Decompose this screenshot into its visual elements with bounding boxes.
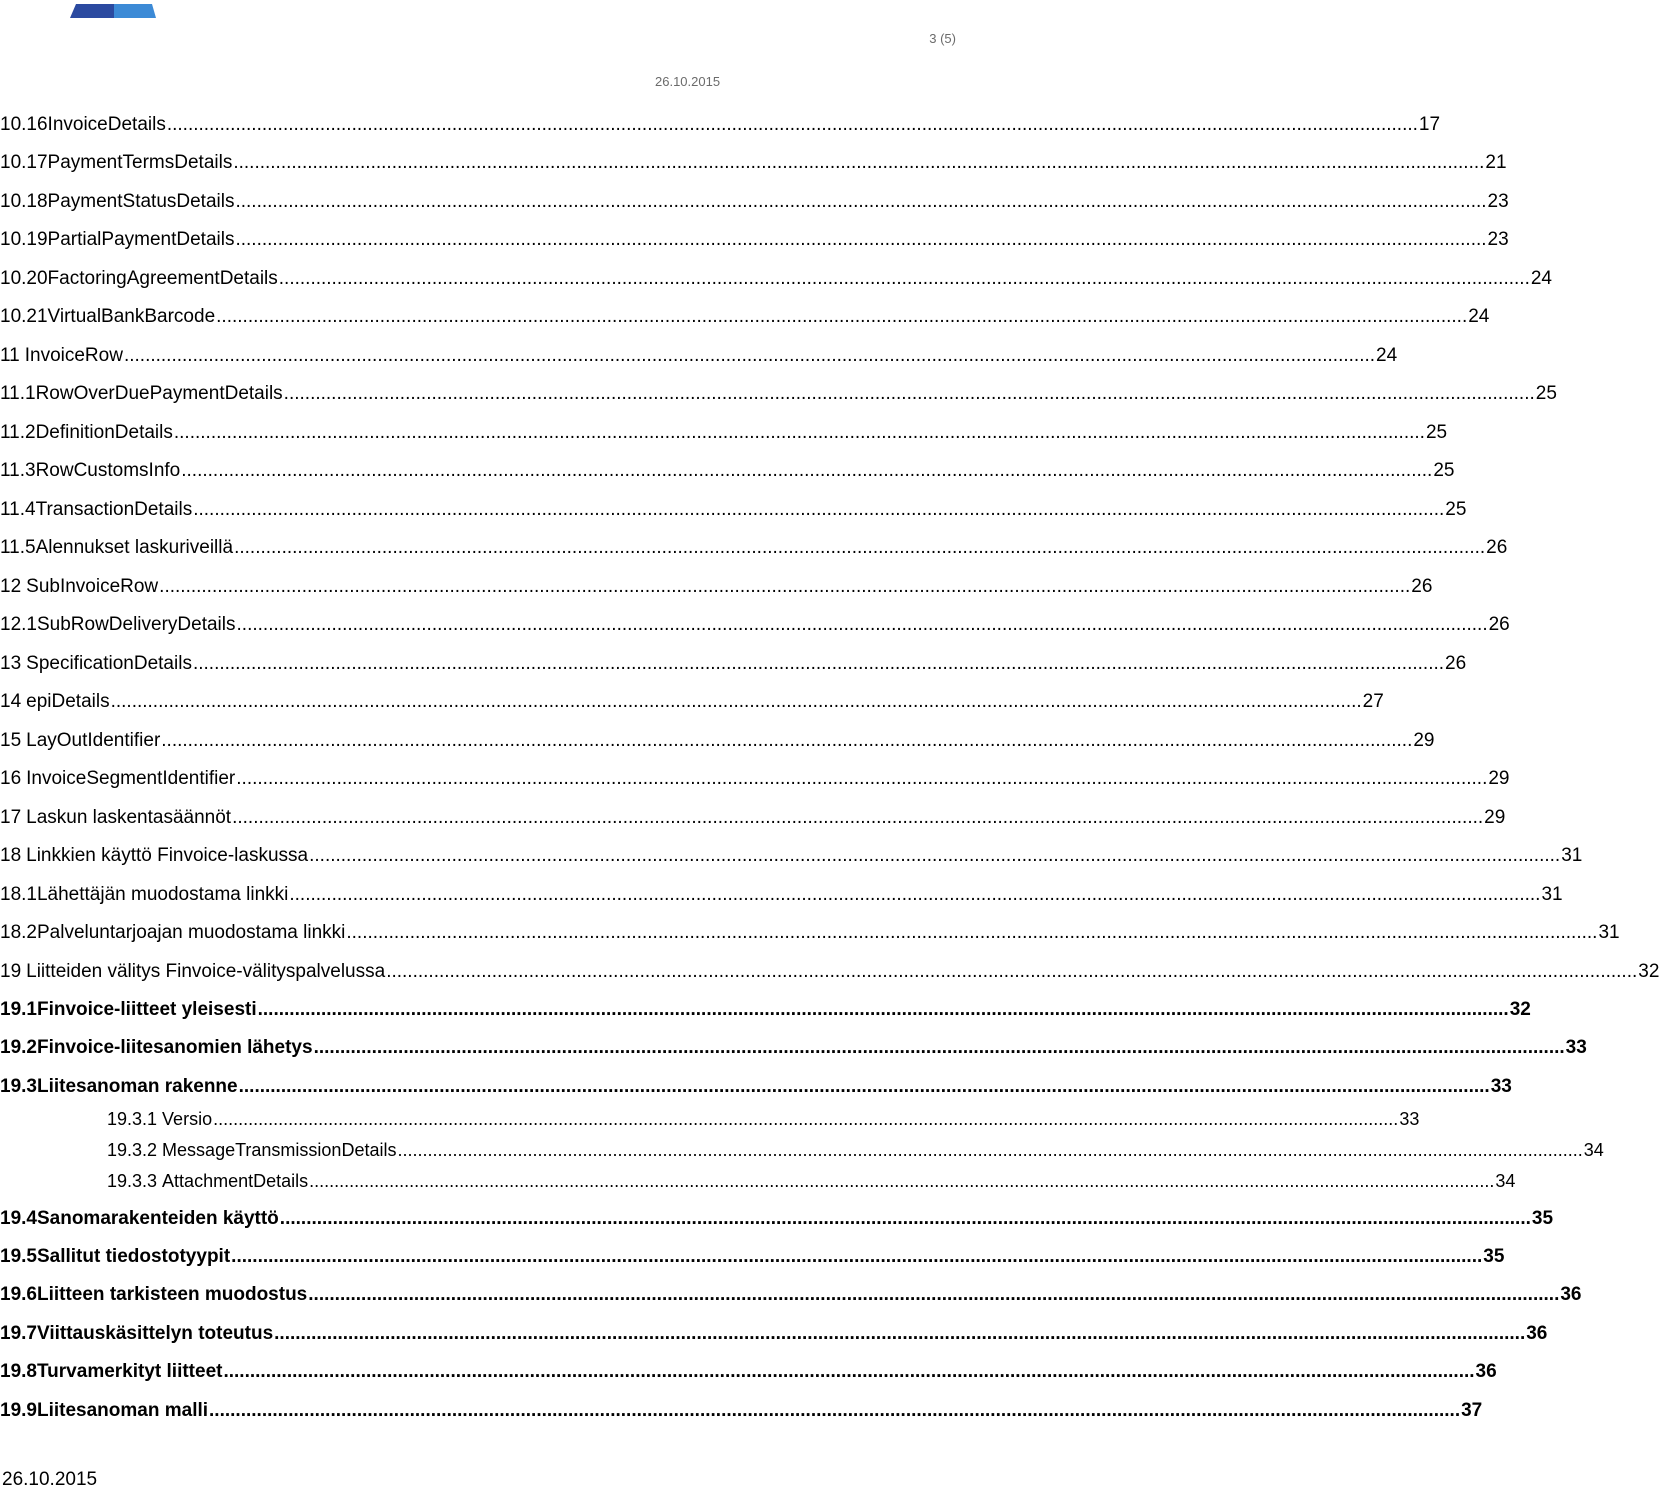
toc-entry-number: 10.16 [0,114,48,135]
toc-entry[interactable] [0,1075,1512,1099]
toc-entry[interactable] [0,267,1552,291]
toc-dot-leader [280,1207,1531,1231]
toc-entry-number: 19.7 [0,1323,37,1344]
toc-entry-title: InvoiceRow [24,345,123,366]
toc-entry-page: 29 [1488,768,1510,789]
toc-entry-number: 11.2 [0,422,36,443]
toc-entry-page: 21 [1485,152,1507,173]
toc-entry-title: TransactionDetails [35,499,193,520]
toc-entry-title: Finvoice-liitesanomien lähetys [36,1037,313,1058]
toc-entry-page: 24 [1468,306,1490,327]
toc-entry[interactable] [0,844,1583,868]
toc-entry-page: 23 [1487,229,1509,250]
toc-entry-number: 19.4 [0,1208,37,1229]
toc-entry[interactable] [0,767,1510,791]
toc-dot-leader [161,729,1412,753]
toc-entry-title: LayOutIdentifier [26,730,161,751]
toc-entry[interactable] [0,190,1509,214]
toc-entry-title: Lähettäjän muodostama linkki [36,884,289,905]
toc-entry-title: InvoiceDetails [47,114,166,135]
toc-dot-leader [279,267,1530,291]
toc-dot-leader [174,421,1425,445]
toc-dot-leader [231,1245,1482,1269]
toc-entry-number: 19.3.1 [107,1109,158,1129]
toc-dot-leader [159,575,1410,599]
toc-entry-title: VirtualBankBarcode [47,306,216,327]
toc-entry-title: FactoringAgreementDetails [47,268,278,289]
toc-dot-leader [223,1360,1474,1384]
toc-dot-leader [193,652,1444,676]
toc-dot-leader [397,1138,1582,1162]
toc-entry-number: 19 [0,961,22,982]
toc-entry-number: 15 [0,730,22,751]
toc-entry-number: 19.3 [0,1076,37,1097]
toc-entry-number: 11.5 [0,537,36,558]
toc-entry-page: 32 [1638,961,1659,982]
toc-entry-number: 19.8 [0,1361,37,1382]
toc-dot-leader [193,498,1444,522]
toc-entry-title: Sanomarakenteiden käyttö [36,1208,279,1229]
toc-entry-number: 11.4 [0,499,36,520]
toc-entry-page: 25 [1535,383,1557,404]
toc-dot-leader [284,382,1535,406]
toc-entry-page: 24 [1376,345,1398,366]
toc-entry-title: SpecificationDetails [26,653,192,674]
toc-dot-leader [232,806,1483,830]
toc-entry-page: 34 [1583,1140,1604,1160]
toc-entry-title: Liitesanoman malli [36,1400,209,1421]
toc-entry-page: 35 [1531,1208,1554,1229]
toc-entry[interactable] [0,382,1557,406]
toc-entry-page: 25 [1445,499,1467,520]
toc-entry-title: PaymentStatusDetails [47,191,235,212]
toc-entry[interactable] [0,729,1435,753]
toc-entry-title: Liitesanoman rakenne [36,1076,238,1097]
toc-dot-leader [234,536,1485,560]
toc-entry-page: 33 [1565,1037,1587,1058]
toc-entry-page: 29 [1413,730,1435,751]
toc-entry[interactable] [0,690,1384,714]
toc-entry-page: 26 [1486,537,1508,558]
toc-entry[interactable] [0,1245,1505,1269]
toc-entry-number: 19.5 [0,1246,37,1267]
toc-entry-page: 31 [1561,845,1583,866]
toc-entry-page: 36 [1475,1361,1497,1382]
toc-entry-title: RowOverDuePaymentDetails [35,383,283,404]
toc-entry-number: 13 [0,653,22,674]
toc-entry-page: 36 [1526,1323,1548,1344]
toc-entry-title: Alennukset laskuriveillä [35,537,234,558]
toc-entry-title: Liitteen tarkisteen muodostus [36,1284,308,1305]
toc-entry-page: 23 [1487,191,1509,212]
toc-entry[interactable] [0,960,1659,984]
toc-entry-title: Finvoice-liitteet yleisesti [36,999,257,1020]
toc-entry-page: 26 [1488,614,1510,635]
toc-entry-title: Sallitut tiedostotyypit [36,1246,231,1267]
toc-entry-title: MessageTransmissionDetails [162,1140,397,1160]
toc-entry-number: 19.2 [0,1037,37,1058]
toc-entry[interactable] [0,1107,1420,1131]
toc-entry-page: 31 [1598,922,1620,943]
toc-entry-number: 17 [0,807,22,828]
toc-entry-number: 19.1 [0,999,37,1020]
toc-entry-page: 26 [1411,576,1433,597]
toc-entry-number: 19.3.2 [107,1140,158,1160]
header-date: 26.10.2015 [655,74,721,89]
toc-entry-page: 29 [1484,807,1506,828]
toc-entry-page: 33 [1399,1109,1420,1129]
toc-entry-number: 11 [0,345,20,366]
toc-dot-leader [289,883,1540,907]
toc-entry-title: Linkkien käyttö Finvoice-laskussa [26,845,309,866]
toc-entry[interactable] [0,1036,1587,1060]
toc-dot-leader [236,767,1487,791]
toc-dot-leader [237,613,1488,637]
toc-entry[interactable] [0,113,1441,137]
toc-entry-number: 19.6 [0,1284,37,1305]
toc-entry[interactable] [0,459,1455,483]
toc-entry[interactable] [0,613,1510,637]
toc-entry[interactable] [0,998,1531,1022]
toc-entry-number: 11.3 [0,460,36,481]
toc-entry-title: PartialPaymentDetails [47,229,235,250]
toc-entry-page: 35 [1483,1246,1505,1267]
toc-entry-number: 18.2 [0,922,37,943]
toc-entry[interactable] [0,806,1506,830]
toc-entry-number: 19.9 [0,1400,37,1421]
toc-entry[interactable] [0,1360,1497,1384]
toc-entry-number: 18.1 [0,884,37,905]
toc-entry[interactable] [0,1138,1604,1162]
toc-entry[interactable] [0,1169,1516,1193]
toc-dot-leader [167,113,1418,137]
toc-entry[interactable] [0,536,1508,560]
toc-entry[interactable] [0,151,1507,175]
toc-entry-number: 12.1 [0,614,37,635]
toc-dot-leader [209,1399,1460,1423]
toc-entry-page: 24 [1530,268,1552,289]
toc-entry-number: 18 [0,845,22,866]
toc-entry[interactable] [0,883,1563,907]
toc-entry-number: 10.21 [0,306,48,327]
company-logo [70,4,156,18]
toc-entry-page: 33 [1490,1076,1512,1097]
toc-entry-title: SubInvoiceRow [26,576,159,597]
toc-entry-page: 25 [1425,422,1448,443]
toc-dot-leader [309,844,1560,868]
toc-entry[interactable] [0,1399,1483,1423]
toc-entry-page: 37 [1461,1400,1483,1421]
toc-dot-leader [235,190,1486,214]
toc-entry[interactable] [0,344,1398,368]
toc-dot-leader [258,998,1509,1022]
toc-entry-page: 25 [1433,460,1455,481]
toc-entry[interactable] [0,421,1448,445]
toc-entry-title: Laskun laskentasäännöt [26,807,232,828]
toc-dot-leader [239,1075,1490,1099]
toc-entry-title: Versio [162,1109,213,1129]
toc-dot-leader [274,1322,1525,1346]
toc-entry[interactable] [0,575,1433,599]
toc-entry-title: Viittauskäsittelyn toteutus [36,1323,274,1344]
toc-entry-page: 27 [1362,691,1384,712]
toc-entry-title: AttachmentDetails [162,1171,309,1191]
page-number: 3 (5) [929,31,956,46]
toc-entry-page: 31 [1541,884,1563,905]
toc-entry[interactable] [0,652,1467,676]
toc-entry-number: 10.20 [0,268,48,289]
toc-entry-number: 11.1 [0,383,36,404]
toc-dot-leader [386,960,1637,984]
toc-dot-leader [216,305,1467,329]
toc-dot-leader [346,921,1597,945]
toc-entry[interactable] [0,1207,1554,1231]
toc-entry-title: Palveluntarjoajan muodostama linkki [36,922,346,943]
toc-entry[interactable] [0,498,1467,522]
toc-entry-number: 10.17 [0,152,48,173]
toc-dot-leader [308,1283,1559,1307]
toc-entry[interactable] [0,228,1509,252]
toc-entry-title: Liitteiden välitys Finvoice-välityspalvelussa [26,961,386,982]
toc-entry-title: RowCustomsInfo [35,460,181,481]
toc-dot-leader [124,344,1375,368]
toc-entry[interactable] [0,305,1490,329]
toc-entry[interactable] [0,1283,1582,1307]
toc-dot-leader [233,151,1484,175]
toc-entry-page: 17 [1418,114,1441,135]
toc-entry-title: DefinitionDetails [35,422,173,443]
toc-dot-leader [309,1169,1494,1193]
footer-date: 26.10.2015 [2,1469,98,1490]
toc-entry-page: 26 [1445,653,1467,674]
toc-entry-title: SubRowDeliveryDetails [36,614,236,635]
toc-entry-page: 34 [1495,1171,1516,1191]
toc-entry-title: Turvamerkityt liitteet [36,1361,223,1382]
toc-dot-leader [181,459,1432,483]
toc-entry-number: 10.19 [0,229,48,250]
toc-entry[interactable] [0,1322,1548,1346]
toc-dot-leader [111,690,1362,714]
toc-entry-title: InvoiceSegmentIdentifier [26,768,236,789]
toc-entry-number: 14 [0,691,22,712]
toc-entry-page: 32 [1509,999,1531,1020]
toc-entry[interactable] [0,921,1620,945]
toc-entry-page: 36 [1560,1284,1582,1305]
toc-dot-leader [213,1107,1398,1131]
toc-entry-number: 19.3.3 [107,1171,158,1191]
toc-entry-title: epiDetails [26,691,110,712]
toc-dot-leader [235,228,1486,252]
toc-entry-number: 10.18 [0,191,48,212]
toc-entry-number: 12 [0,576,22,597]
toc-entry-number: 16 [0,768,22,789]
toc-dot-leader [314,1036,1565,1060]
toc-entry-title: PaymentTermsDetails [47,152,233,173]
